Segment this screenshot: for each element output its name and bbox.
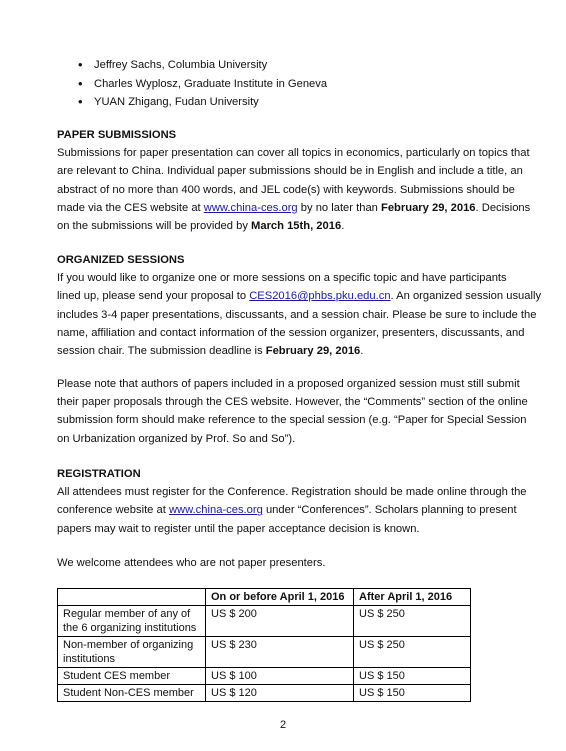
table-cell-category: Regular member of any of the 6 organizing institutions (58, 606, 206, 637)
decision-date: March 15th, 2016 (251, 219, 342, 232)
table-cell-category: Non-member of organizing institutions (58, 637, 206, 668)
paragraph-line: All attendees must register for the Conference. Registration should be made online through the (57, 486, 527, 499)
table-row (58, 685, 471, 702)
paragraph-line: includes 3-4 paper presentations, discussants, and a session chair. Please be sure to include the (57, 308, 537, 321)
registration-fee-table (57, 588, 471, 702)
paragraph-line: papers may wait to register until the paper acceptance decision is known. (57, 522, 420, 535)
welcome-note (57, 554, 522, 572)
table-cell-late-fee: US $ 150 (354, 685, 471, 702)
deadline-date: February 29, 2016 (265, 344, 361, 357)
table-header-row (58, 589, 471, 606)
table-cell-early-fee: US $ 230 (206, 637, 354, 668)
deadline-date: February 29, 2016 (381, 201, 476, 214)
conference-website-link[interactable]: www.china-ces.org (168, 504, 263, 517)
paragraph-line: Submissions for paper presentation can cover all topics in economics, particularly on topics that (57, 147, 530, 160)
paragraph-line: Please note that authors of papers included in a proposed organized session must still submit (57, 378, 520, 390)
paragraph-line: name, affiliation and contact information of the session organizer, presenters, discussants, and (57, 326, 525, 339)
table-cell-late-fee: US $ 250 (354, 637, 471, 668)
table-cell-category: Student CES member (58, 668, 206, 685)
paragraph-line: are relevant to China. Individual paper submissions should be in English and include a title, an (57, 165, 523, 178)
paragraph-line: session chair. The submission deadline is February 29, 2016. (57, 344, 364, 357)
table-row (58, 637, 471, 668)
section-heading: ORGANIZED SESSIONS (57, 254, 185, 266)
table-cell-category: Student Non-CES member (58, 685, 206, 702)
ces-website-link[interactable]: www.china-ces.org (203, 201, 298, 214)
table-row (58, 606, 471, 637)
speaker-list (78, 56, 327, 112)
table-cell-late-fee: US $ 250 (354, 606, 471, 637)
table-header-cell: On or before April 1, 2016 (206, 589, 354, 606)
table-cell-late-fee: US $ 150 (354, 668, 471, 685)
proposal-email-link[interactable]: CES2016@phbs.pku.edu.cn (249, 290, 391, 303)
paragraph-line: their paper proposals through the CES website. However, the “Comments” section of the online (57, 396, 528, 409)
list-item: • YUAN Zhigang, Fudan University (78, 93, 327, 112)
table-cell-early-fee: US $ 120 (206, 685, 354, 702)
paragraph-line: We welcome attendees who are not paper presenters. (57, 557, 326, 569)
paper-submissions-section (57, 126, 531, 235)
paragraph-line: lined up, please send your proposal to CES2016@phbs.pku.edu.cn. An organized session usually (57, 290, 542, 303)
paragraph-line: If you would like to organize one or more sessions on a specific topic and have participants (57, 272, 507, 285)
paragraph-line: conference website at www.china-ces.org under “Conferences”. Scholars planning to present (57, 504, 517, 517)
registration-section (57, 465, 527, 538)
table-header-cell: After April 1, 2016 (354, 589, 471, 606)
page-number: 2 (279, 719, 287, 731)
table-cell-early-fee: US $ 100 (206, 668, 354, 685)
table-row (58, 668, 471, 685)
paragraph-line: submission form should make reference to the special session (e.g. “Paper for Special Session (57, 414, 527, 427)
section-heading: REGISTRATION (57, 468, 141, 480)
paragraph-line: on the submissions will be provided by March 15th, 2016. (57, 219, 345, 232)
organized-sessions-note (57, 375, 528, 448)
paragraph-line: abstract of no more than 400 words, and JEL code(s) with keywords. Submissions should be (57, 183, 515, 196)
list-item: • Jeffrey Sachs, Columbia University (78, 56, 327, 75)
list-item: • Charles Wyplosz, Graduate Institute in Geneva (78, 75, 327, 94)
organized-sessions-section (57, 251, 542, 360)
table-cell-early-fee: US $ 200 (206, 606, 354, 637)
paragraph-line: made via the CES website at www.china-ces.org by no later than February 29, 2016. Decisions (57, 201, 531, 214)
paragraph-line: on Urbanization organized by Prof. So and So”). (57, 432, 296, 445)
section-heading: PAPER SUBMISSIONS (57, 129, 177, 141)
table-header-cell (58, 589, 206, 606)
